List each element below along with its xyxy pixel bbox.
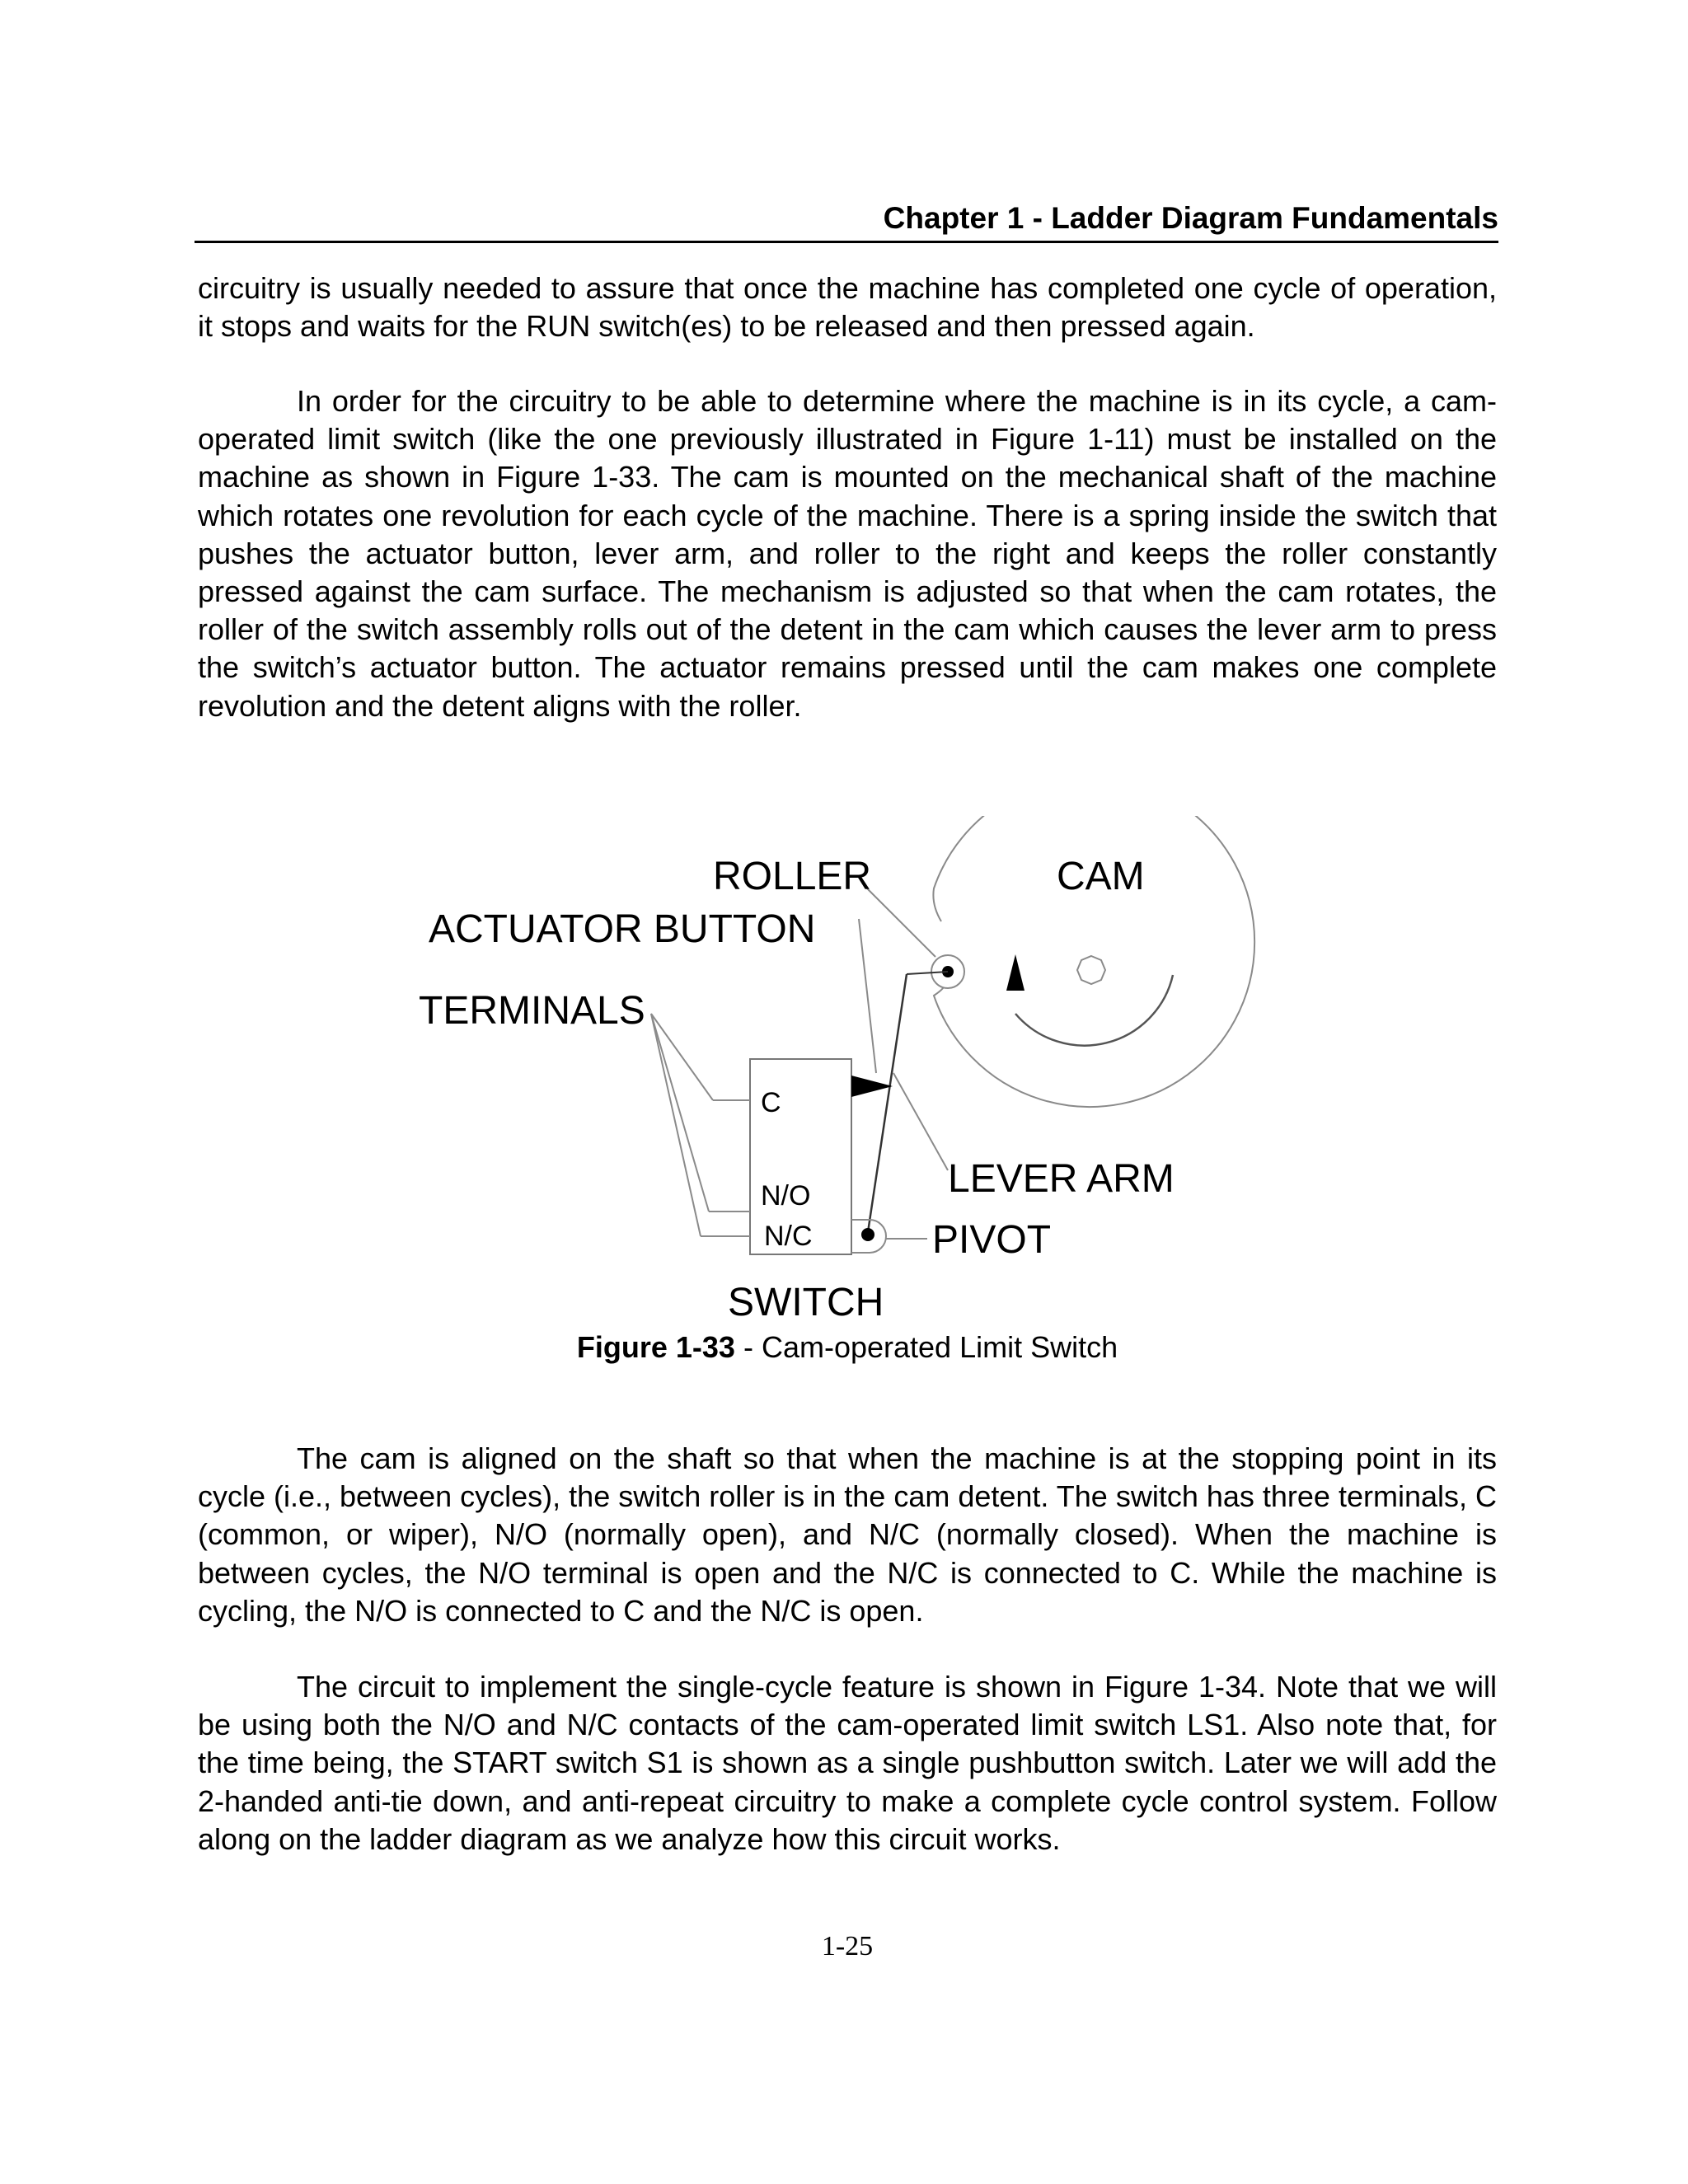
roller-leader	[867, 888, 935, 957]
figure-cam-limit-switch	[396, 816, 1286, 1343]
chapter-title: Chapter 1 - Ladder Diagram Fundamentals	[883, 201, 1498, 235]
terminal-no-label: N/O	[761, 1180, 811, 1212]
figure-caption-number: Figure 1-33	[576, 1330, 735, 1364]
switch-label: SWITCH	[728, 1281, 884, 1324]
rotation-arrow-arc	[1015, 975, 1173, 1046]
cam-label: CAM	[1057, 855, 1145, 898]
roller-label: ROLLER	[713, 855, 872, 898]
paragraph-2-text: In order for the circuitry to be able to determine where the machine is in its cycle, a cam-operated limit switch (like the one previously illustrated in Figure 1-11) must be installed on the machine as shown in Figure 1-33. The cam is mounted on the mechanical shaft of the machine which rotates one revolution for each cycle of the machine. There is a spring inside the switch that pushes the actuator button, lever arm, and roller to the right and keeps the roller constantly pressed against the cam surface. The mechanism is adjusted so that when the cam rotates, the roller of the switch assembly rolls out of the detent in the cam which causes the lever arm to press the switch’s actuator button. The actuator remains pressed until the cam makes one complete revolution and the detent aligns with the roller.	[198, 384, 1497, 723]
lever-arm-label: LEVER ARM	[948, 1157, 1175, 1201]
pivot-pin	[861, 1228, 874, 1241]
pivot-label: PIVOT	[932, 1218, 1052, 1262]
rotation-arrowhead	[1006, 954, 1025, 991]
cam-center-hole	[1077, 956, 1105, 984]
cam-switch-diagram	[396, 816, 1286, 1343]
terminal-c-label: C	[761, 1087, 781, 1118]
paragraph-2	[198, 382, 1497, 725]
chapter-header	[195, 198, 1498, 243]
actuator-leader	[859, 919, 876, 1073]
figure-caption-text: - Cam-operated Limit Switch	[734, 1330, 1118, 1364]
paragraph-4	[198, 1668, 1497, 1858]
terminals-label: TERMINALS	[419, 989, 645, 1033]
lever-arm-bar	[868, 974, 907, 1232]
paragraph-3	[198, 1440, 1497, 1630]
actuator-button-label: ACTUATOR BUTTON	[429, 907, 816, 951]
figure-caption	[198, 1329, 1497, 1366]
paragraph-4-text: The circuit to implement the single-cycle feature is shown in Figure 1-34. Note that we will be using both the N/O and N/C contacts of the cam-operated limit switch LS1. Also note that, for the time being, the START switch S1 is shown as a single pushbutton switch. Later we will add the 2-handed anti-tie down, and anti-repeat circuitry to make a complete cycle control system. Follow along on the ladder diagram as we analyze how this circuit works.	[198, 1670, 1497, 1856]
paragraph-3-text: The cam is aligned on the shaft so that when the machine is at the stopping point in its cycle (i.e., between cycles), the switch roller is in the cam detent. The switch has three terminals, C (common, or wiper), N/O (normally open), and N/C (normally closed). When the machine is between cycles, the N/O terminal is open and the N/C is connected to C. While the machine is cycling, the N/O is connected to C and the N/C is open.	[198, 1441, 1497, 1628]
terminal-nc-label: N/C	[764, 1221, 813, 1252]
page-number: 1-25	[821, 1931, 874, 1961]
paragraph-1: circuitry is usually needed to assure that once the machine has completed one cycle of operation, it stops and waits for the RUN switch(es) to be released and then pressed again.	[198, 271, 1497, 344]
terminals-leader-no	[651, 1014, 709, 1212]
lever-arm-leader	[893, 1073, 948, 1170]
actuator-button	[851, 1076, 893, 1097]
